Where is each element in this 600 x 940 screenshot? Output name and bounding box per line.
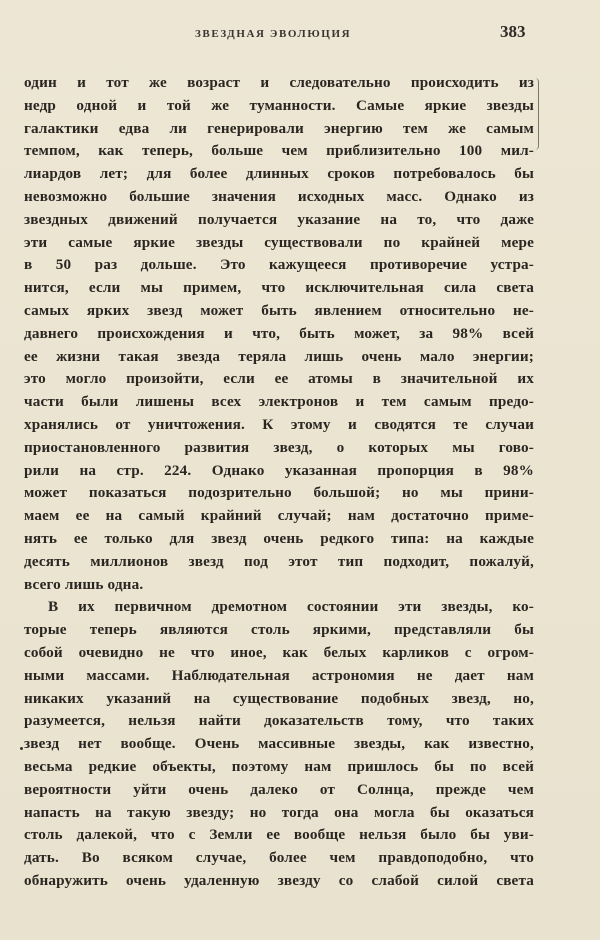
text-line: невозможно большие значения исходных масс. Однако из xyxy=(24,187,534,205)
text-line: В их первичном дремотном состоянии эти звезды, ко- xyxy=(48,598,534,616)
text-line: торые теперь являются столь яркими, представляли бы xyxy=(24,621,534,639)
text-line: нять ее только для звезд очень редкого типа: на каждые xyxy=(24,529,534,547)
text-line: недр одной и той же туманности. Самые яркие звезды xyxy=(24,96,534,114)
body-text xyxy=(24,72,534,893)
text-line: в 50 раз дольше. Это кажущееся противоречие устра- xyxy=(24,256,534,274)
text-line: звезд нет вообще. Очень массивные звезды, как известно, xyxy=(24,735,534,753)
running-head: ЗВЕЗДНАЯ ЭВОЛЮЦИЯ xyxy=(195,28,352,40)
text-line: ее жизни такая звезда теряла лишь очень мало энергии; xyxy=(24,347,534,365)
text-line: напасть на такую звезду; но тогда она могла бы оказаться xyxy=(24,803,534,821)
text-line: нится, если мы примем, что исключительная сила света xyxy=(24,279,534,297)
text-line: никаких указаний на существование подобных звезд, но, xyxy=(24,689,534,707)
text-line: приостановленного развития звезд, о которых мы гово- xyxy=(24,438,534,456)
page-number: 383 xyxy=(500,22,526,41)
text-line: разумеется, нельзя найти доказательств тому, что таких xyxy=(24,712,534,730)
text-line: собой очевидно не что иное, как белых карликов с огром- xyxy=(24,643,534,661)
text-line: самых ярких звезд может быть явлением относительно не- xyxy=(24,301,534,319)
text-line: ными массами. Наблюдательная астрономия не дает нам xyxy=(24,666,534,684)
text-line: эти самые яркие звезды существовали по крайней мере xyxy=(24,233,534,251)
text-line: вероятности уйти очень далеко от Солнца, прежде чем xyxy=(24,780,534,798)
text-line: рили на стр. 224. Однако указанная пропорция в 98% xyxy=(24,461,534,479)
text-line: темпом, как теперь, больше чем приблизительно 100 мил- xyxy=(24,142,534,160)
text-line: один и тот же возраст и следовательно происходить из xyxy=(24,74,534,91)
text-line: маем ее на самый крайний случай; нам достаточно приме- xyxy=(24,507,534,525)
text-line: хранялись от уничтожения. К этому и сводятся те случаи xyxy=(24,415,534,433)
text-line: лиардов лет; для более длинных сроков потребовалось бы xyxy=(24,165,534,183)
text-line: звездных движений получается указание на то, что даже xyxy=(24,210,534,228)
text-line: может показаться подозрительно большой; но мы прини- xyxy=(24,484,534,502)
text-line: части были лишены всех электронов и тем самым предо- xyxy=(24,393,534,411)
text-line: десять миллионов звезд под этот тип подходит, пожалуй, xyxy=(24,552,534,570)
text-line: весьма редкие объекты, поэтому нам пришлось бы по всей xyxy=(24,757,534,775)
text-line: галактики едва ли генерировали энергию тем же самым xyxy=(24,119,534,137)
text-line: всего лишь одна. xyxy=(24,575,144,593)
text-line: это могло произойти, если ее атомы в значительной их xyxy=(24,370,534,388)
margin-dot-mark xyxy=(20,747,23,750)
text-line: дать. Во всяком случае, более чем правдоподобно, что xyxy=(24,849,534,867)
paragraph-1 xyxy=(24,72,534,596)
margin-pencil-mark xyxy=(535,78,539,150)
text-line: обнаружить очень удаленную звезду со слабой силой света xyxy=(24,871,534,889)
text-line: давнего происхождения и что, быть может, за 98% всей xyxy=(24,324,534,342)
paragraph-2 xyxy=(24,596,534,892)
text-line: столь далекой, что с Земли ее вообще нельзя было бы уви- xyxy=(24,826,534,844)
